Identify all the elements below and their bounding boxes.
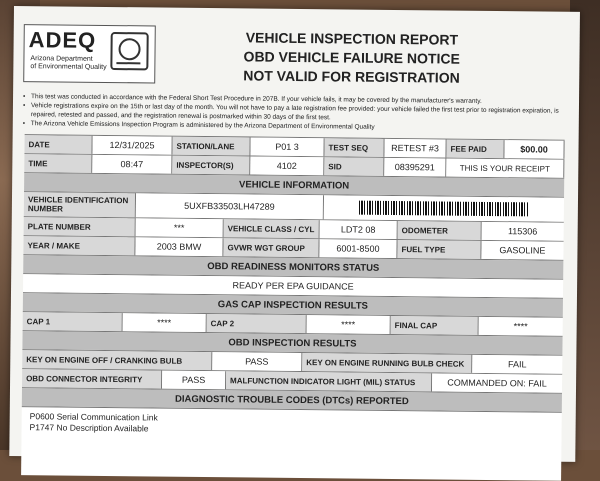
koer-value: FAIL <box>472 355 562 374</box>
fuel-value: GASOLINE <box>481 241 563 260</box>
odometer-label: ODOMETER <box>398 221 482 240</box>
vin-label <box>24 192 136 217</box>
test-seq-label: TEST SEQ <box>324 138 384 157</box>
vin-label-line1: VEHICLE IDENTIFICATION <box>27 195 129 206</box>
gvwr-value: 6001-8500 <box>319 239 397 258</box>
logo-sub-line1: Arizona Department <box>30 55 93 63</box>
title-line1: VEHICLE INSPECTION REPORT <box>245 29 459 48</box>
sid-label: SID <box>324 157 384 176</box>
readiness-value: READY PER EPA GUIDANCE <box>23 274 563 298</box>
inspector-value: 4102 <box>250 156 324 175</box>
dtc-code: P0600 Serial Communication Link <box>29 411 158 423</box>
report-grid <box>21 134 565 481</box>
notes-list <box>23 92 569 134</box>
time-label: TIME <box>24 154 92 173</box>
inspection-report-paper <box>9 6 580 462</box>
mil-value: COMMANDED ON: FAIL <box>432 373 562 392</box>
adeq-logo <box>23 24 156 83</box>
vin-value: 5UXFB33503LH47289 <box>136 193 324 219</box>
report-header <box>23 20 570 96</box>
plate-label: PLATE NUMBER <box>24 217 136 236</box>
sid-value: 08395291 <box>384 158 446 177</box>
class-value: LDT2 08 <box>320 220 398 239</box>
title-line2: OBD VEHICLE FAILURE NOTICE <box>243 48 460 67</box>
logo-name: ADEQ <box>28 27 97 53</box>
class-label: VEHICLE CLASS / CYL <box>224 219 320 238</box>
title-line3: NOT VALID FOR REGISTRATION <box>243 67 460 86</box>
vin-label-line2: NUMBER <box>27 204 64 214</box>
time-value: 08:47 <box>92 155 172 174</box>
readiness-section-title: OBD READINESS MONITORS STATUS <box>23 255 563 279</box>
dtc-list <box>21 406 562 481</box>
station-label: STATION/LANE <box>172 137 250 156</box>
vin-barcode-cell <box>324 195 564 222</box>
inspector-label: INSPECTOR(S) <box>172 156 250 175</box>
cap1-label: CAP 1 <box>23 312 123 331</box>
logo-sub-line2: of Environmental Quality <box>30 63 107 71</box>
receipt-text: THIS IS YOUR RECEIPT <box>446 159 564 178</box>
final-cap-label: FINAL CAP <box>391 316 479 335</box>
fuel-label: FUEL TYPE <box>397 240 481 259</box>
report-titles <box>243 28 460 87</box>
fee-value: $00.00 <box>504 140 564 159</box>
mil-label: MALFUNCTION INDICATOR LIGHT (MIL) STATUS <box>226 371 432 391</box>
note-item: • Vehicle registrations expire on the 15th or last day of the month. You will not have to pay a late registration fee provided: your vehicle failed the first test prior to registration expiration, is repaired, retested and passed, and the registration renewal is postmarked within 30 days of the first test. <box>23 101 569 125</box>
note-item: • The Arizona Vehicle Emissions Inspection Program is administered by the Arizona Department of Environmental Quality <box>23 119 569 134</box>
sun-mountain-icon <box>110 32 148 70</box>
koeo-label: KEY ON ENGINE OFF / CRANKING BULB <box>22 350 212 370</box>
obd-section-title: OBD INSPECTION RESULTS <box>22 331 562 355</box>
koeo-value: PASS <box>212 352 302 371</box>
date-value: 12/31/2025 <box>92 136 172 155</box>
plate-value: *** <box>136 218 224 237</box>
date-label: DATE <box>24 135 92 154</box>
final-cap-value: **** <box>479 317 563 336</box>
cap2-value: **** <box>307 315 391 334</box>
note-item: • This test was conducted in accordance with the Federal Short Test Procedure in 207B. If your vehicle fails, it may be covered by the manufacturer's warranty. <box>23 92 569 107</box>
dtc-code: P1747 No Description Available <box>29 422 149 434</box>
fee-label: FEE PAID <box>446 140 504 159</box>
year-value: 2003 BMW <box>135 237 223 256</box>
connector-label: OBD CONNECTOR INTEGRITY <box>22 369 162 388</box>
year-label: YEAR / MAKE <box>23 236 135 255</box>
connector-value: PASS <box>162 371 226 390</box>
vehicle-section-title: VEHICLE INFORMATION <box>24 173 564 197</box>
cap1-value: **** <box>123 313 207 332</box>
cap2-label: CAP 2 <box>207 314 307 333</box>
gascap-section-title: GAS CAP INSPECTION RESULTS <box>23 293 563 317</box>
odometer-value: 115306 <box>482 222 564 241</box>
koer-label: KEY ON ENGINE RUNNING BULB CHECK <box>302 353 472 373</box>
barcode-icon <box>359 201 529 217</box>
station-value: P01 3 <box>250 137 324 156</box>
test-seq-value: RETEST #3 <box>384 139 446 158</box>
logo-subtitle <box>30 55 106 72</box>
gvwr-label: GVWR WGT GROUP <box>223 238 319 257</box>
dtc-section-title: DIAGNOSTIC TROUBLE CODES (DTCs) REPORTED <box>22 388 562 412</box>
